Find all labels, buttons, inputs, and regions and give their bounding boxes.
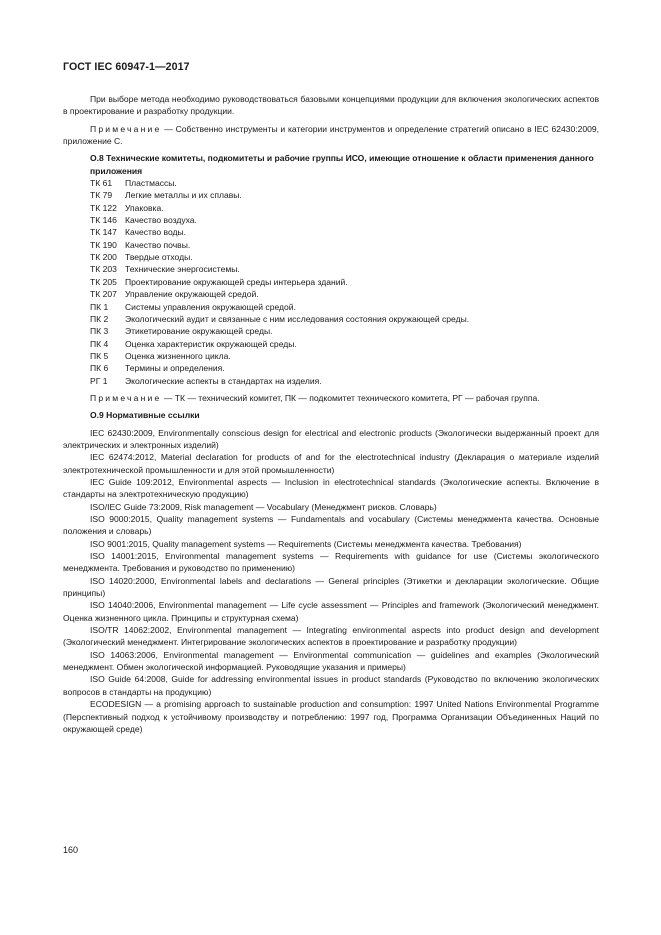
committee-code: ТК 200 — [90, 252, 117, 263]
committee-name: Твердые отходы. — [125, 252, 193, 263]
committee-code: ПК 2 — [90, 313, 109, 324]
committee-name: Экологический аудит и связанные с ним исследования состояния окружающей среды. — [125, 313, 470, 324]
committee-code: ТК 147 — [90, 227, 117, 238]
reference-item: IEC 62474:2012, Material declaration for products of and for the electrotechnical industry (Декларация о материале изделий электротехнической промышленности и для этой промышленности) — [63, 452, 599, 475]
reference-item: ISO 9001:2015, Quality management systems — Requirements (Системы менеджмента качества. Требования) — [90, 538, 522, 549]
committee-name: Качество воды. — [125, 227, 187, 238]
committee-name: Оценка характеристик окружающей среды. — [125, 338, 297, 349]
committee-code: ТК 79 — [90, 190, 113, 201]
list-item — [63, 362, 599, 374]
list-item — [63, 214, 599, 226]
section-o9-title: О.9 Нормативные ссылки — [90, 410, 200, 421]
reference-item: ISO 14040:2006, Environmental management — Life cycle assessment — Principles and framework (Экологический менеджмент. Оценка жизненного цикла. Принципы и структурная схема) — [63, 600, 599, 623]
list-item — [63, 226, 599, 238]
list-item — [63, 313, 599, 325]
list-item — [63, 350, 599, 362]
list-item — [63, 325, 599, 337]
reference-item: IEC Guide 109:2012, Environmental aspects — Inclusion in electrotechnical standards (Экологические аспекты. Включение в стандарты на электротехническую продукцию) — [63, 476, 599, 500]
committee-code: ТК 146 — [90, 215, 117, 226]
list-item — [63, 251, 599, 263]
page-content — [63, 93, 599, 735]
list-item — [63, 375, 599, 387]
reference-item: ISO/TR 14062:2002, Environmental management — Integrating environmental aspects into product design and development (Экологический менеджмент. Интегрирование экологических аспектов в проектирование и разработку продукции) — [63, 625, 599, 648]
committee-code: ТК 205 — [90, 276, 117, 287]
reference-item: ISO 14001:2015, Environmental management systems — Requirements with guidance for use (Системы экологического менеджмента. Требования и руководство по применению) — [63, 551, 599, 574]
committee-name: Этикетирование окружающей среды. — [125, 326, 273, 337]
list-item — [63, 177, 599, 189]
note-2-text: ТК — технический комитет, ПК — подкомитет технического комитета, РГ — рабочая группа. — [174, 392, 540, 403]
committee-code: ПК 5 — [90, 350, 109, 361]
committee-name: Оценка жизненного цикла. — [125, 350, 231, 361]
list-item — [63, 276, 599, 288]
reference-item: ISO 14063:2006, Environmental management — Environmental communication — guidelines and examples (Экологический менеджмент. Обмен экологической информацией. Руководящие указания и примеры) — [63, 649, 599, 673]
committee-code: ТК 122 — [90, 202, 117, 213]
references-list — [63, 427, 599, 736]
committee-code: ТК 207 — [90, 289, 117, 300]
committee-name: Термины и определения. — [125, 363, 225, 374]
committee-code: ПК 3 — [90, 326, 109, 337]
reference-item: ISO 9000:2015, Quality management systems — Fundamentals and vocabulary (Системы менеджмента качества. Основные положения и словарь) — [63, 514, 599, 537]
reference-item: ISO 14020:2000, Environmental labels and declarations — General principles (Этикетки и декларации экологические. Общие принципы) — [63, 575, 599, 599]
reference-item: ISO/IEC Guide 73:2009, Risk management — Vocabulary (Менеджмент рисков. Словарь) — [90, 501, 437, 512]
note-2-dash: — — [163, 392, 173, 403]
committee-code: ПК 1 — [90, 301, 109, 312]
committee-name: Технические энергосистемы. — [125, 264, 240, 275]
reference-item: ECODESIGN — a promising approach to sustainable production and consumption: 1997 United Nations Environmental Programme (Перспективный подход к устойчивому производству и потреблению: 1997 год, Программа Организации Объединенных Наций по окружающей среде) — [63, 699, 599, 734]
committee-name: Упаковка. — [125, 202, 164, 213]
committee-name: Проектирование окружающей среды интерьера зданий. — [125, 276, 348, 287]
note-1 — [63, 123, 599, 148]
note-1-label: Примечание — [90, 123, 162, 134]
list-item — [63, 338, 599, 350]
reference-item: IEC 62430:2009, Environmentally conscious design for electrical and electronic products (Экологически выдержанный проект для электрических и электронных изделий) — [63, 427, 599, 450]
list-item — [63, 288, 599, 300]
note-1-dash: — — [164, 123, 173, 134]
committee-code: ТК 61 — [90, 178, 113, 189]
list-item — [63, 263, 599, 275]
committee-name: Качество воздуха. — [125, 215, 197, 226]
committee-code: ПК 6 — [90, 363, 109, 374]
committee-name: Пластмассы. — [125, 178, 177, 189]
committee-name: Системы управления окружающей средой. — [125, 301, 296, 312]
committee-code: ТК 203 — [90, 264, 117, 275]
committee-name: Легкие металлы и их сплавы. — [125, 190, 242, 201]
committee-code: ПК 4 — [90, 338, 109, 349]
committee-name: Управление окружающей средой. — [125, 289, 259, 300]
page-number: 160 — [63, 845, 79, 855]
intro-paragraph: При выборе метода необходимо руководствоваться базовыми концепциями продукции для включения экологических аспектов в проектирование и разработку продукции. — [63, 94, 599, 117]
document-header: ГОСТ IEC 60947-1—2017 — [63, 61, 190, 73]
list-item — [63, 239, 599, 251]
list-item — [63, 189, 599, 201]
committee-code: ТК 190 — [90, 239, 117, 250]
note-1-text: Собственно инструменты и категории инструментов и определение стратегий описано в IEC 62430:2009, приложение C. — [63, 123, 600, 147]
list-item — [63, 301, 599, 313]
note-2 — [63, 392, 599, 404]
note-2-label: Примечание — [90, 392, 162, 403]
committee-list — [63, 177, 599, 387]
committee-name: Качество почвы. — [125, 239, 191, 250]
reference-item: ISO Guide 64:2008, Guide for addressing environmental issues in product standards (Руководство по включению экологических вопросов в стандарты на продукцию) — [63, 674, 599, 697]
section-o8-title: О.8 Технические комитеты, подкомитеты и рабочие группы ИСО, имеющие отношение к области применения данного приложения — [90, 153, 594, 176]
list-item — [63, 202, 599, 214]
committee-code: РГ 1 — [90, 375, 108, 386]
committee-name: Экологические аспекты в стандартах на изделия. — [125, 375, 322, 386]
